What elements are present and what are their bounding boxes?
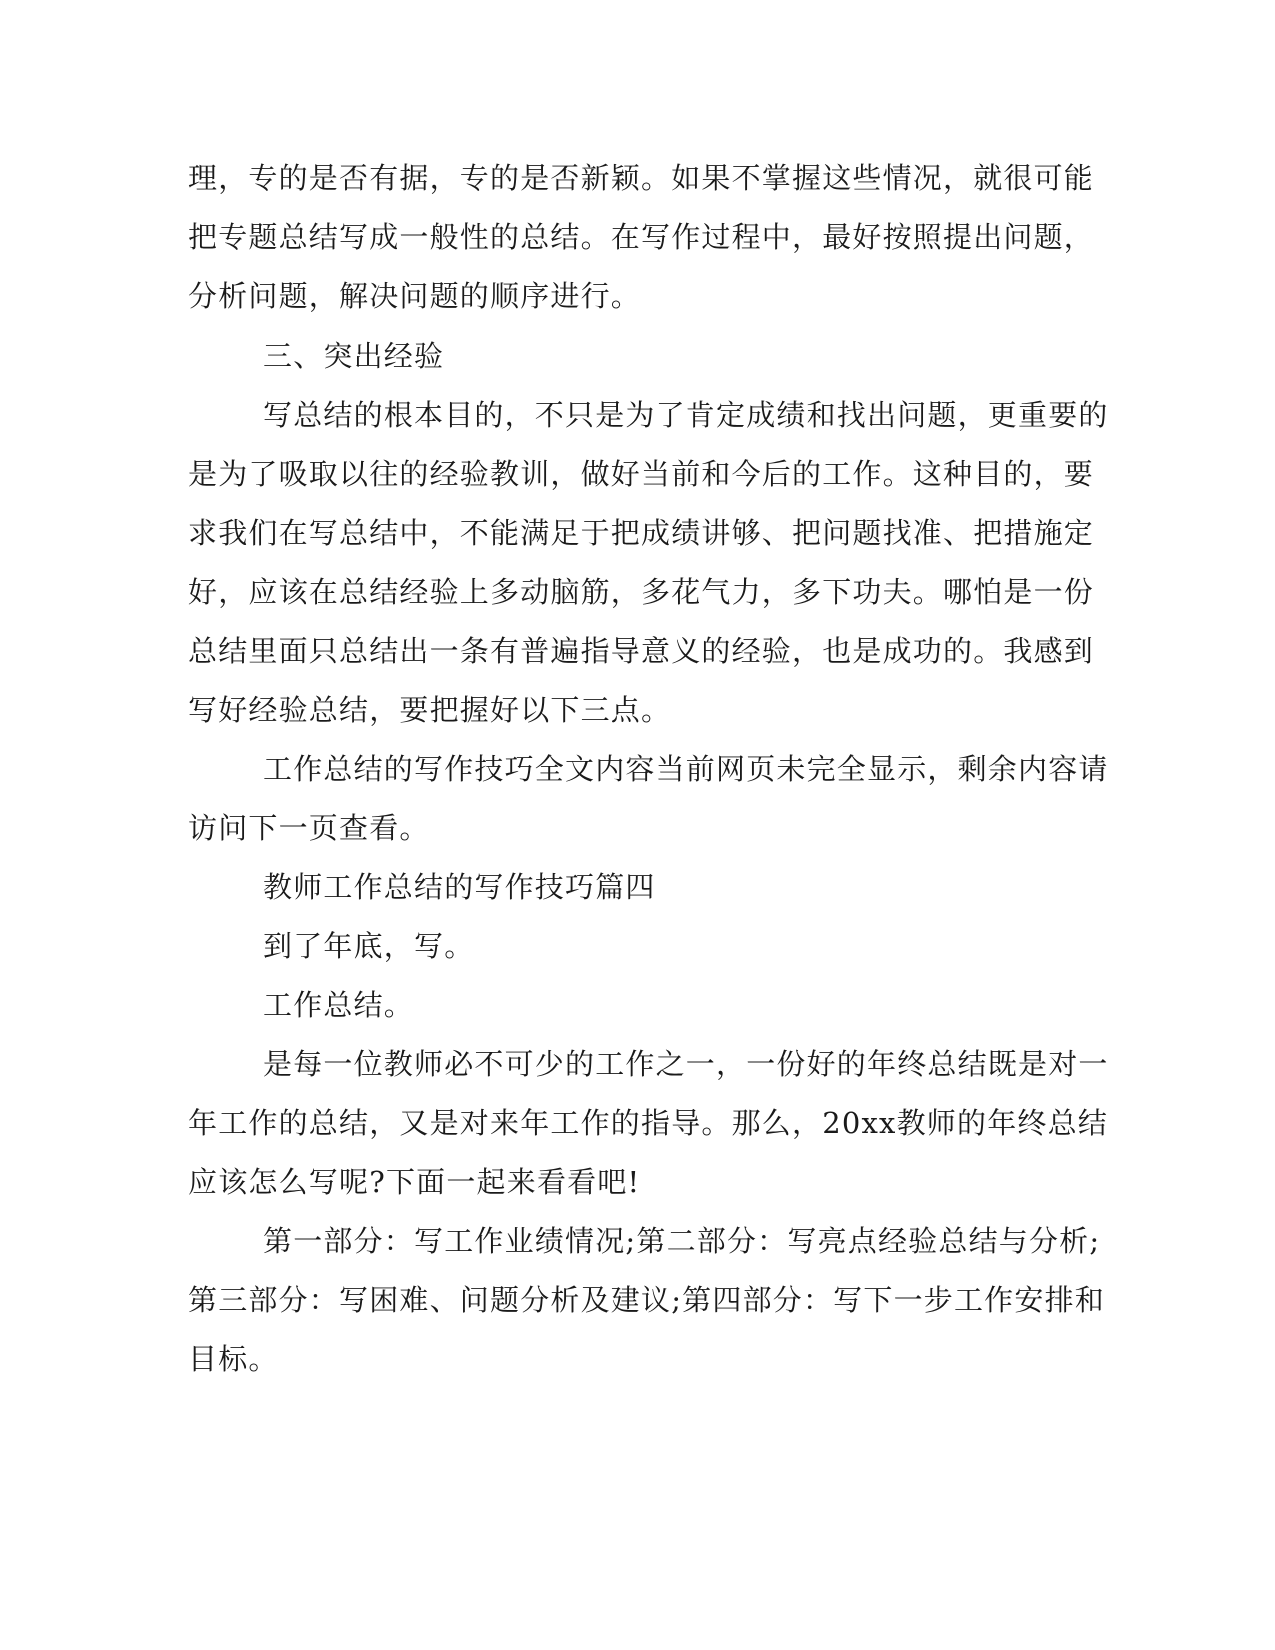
article-title: 教师工作总结的写作技巧篇四	[263, 870, 656, 904]
text-line: 是每一位教师必不可少的工作之一，一份好的年终总结既是对一	[263, 1047, 1109, 1081]
text-line: 工作总结的写作技巧全文内容当前网页未完全显示，剩余内容请	[263, 752, 1109, 786]
section-heading: 三、突出经验	[263, 339, 445, 373]
text-line: 分析问题，解决问题的顺序进行。	[188, 279, 642, 313]
text-line: 访问下一页查看。	[188, 811, 430, 845]
text-line: 总结里面只总结出一条有普遍指导意义的经验，也是成功的。我感到	[188, 634, 1095, 668]
text-line: 理，专的是否有据，专的是否新颖。如果不掌握这些情况，就很可能	[188, 161, 1095, 195]
text-line: 求我们在写总结中，不能满足于把成绩讲够、把问题找准、把措施定	[188, 516, 1095, 550]
text-line: 年工作的总结，又是对来年工作的指导。那么，20xx教师的年终总结	[188, 1106, 1109, 1140]
text-line: 是为了吸取以往的经验教训，做好当前和今后的工作。这种目的，要	[188, 457, 1095, 491]
text-line: 到了年底，写。	[263, 929, 475, 963]
text-line: 应该怎么写呢?下面一起来看看吧!	[188, 1165, 641, 1199]
text-line: 写好经验总结，要把握好以下三点。	[188, 693, 672, 727]
text-line: 工作总结。	[263, 988, 415, 1022]
text-line: 把专题总结写成一般性的总结。在写作过程中，最好按照提出问题，	[188, 220, 1095, 254]
text-line: 目标。	[188, 1342, 279, 1376]
text-line: 好，应该在总结经验上多动脑筋，多花气力，多下功夫。哪怕是一份	[188, 575, 1095, 609]
text-line: 第三部分：写困难、问题分析及建议;第四部分：写下一步工作安排和	[188, 1283, 1105, 1317]
text-line: 第一部分：写工作业绩情况;第二部分：写亮点经验总结与分析;	[263, 1224, 1101, 1258]
text-line: 写总结的根本目的，不只是为了肯定成绩和找出问题，更重要的	[263, 398, 1109, 432]
